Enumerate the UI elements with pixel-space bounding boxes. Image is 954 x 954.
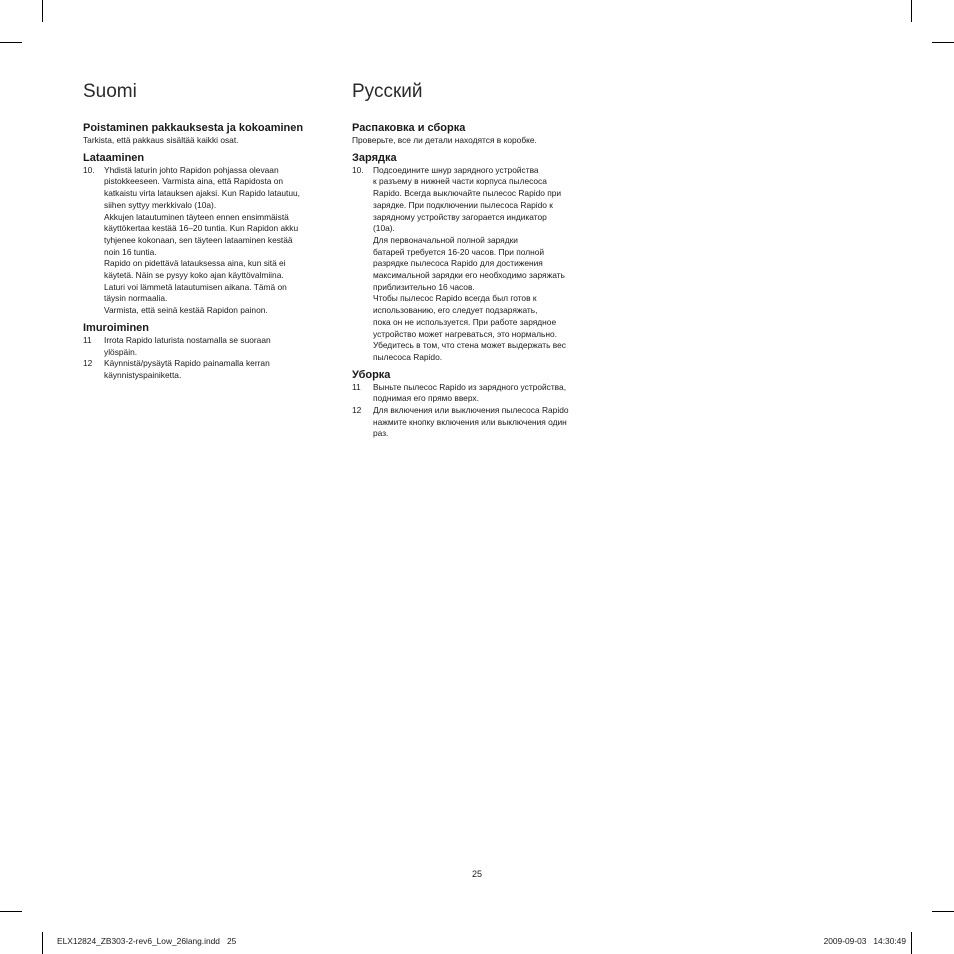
step-text: Выньте пылесос Rapido из зарядного устройства, поднимая его прямо вверх. [373,381,567,404]
finnish-charging-section [83,152,323,317]
russian-charging-section [352,152,604,364]
finnish-vacuuming-steps [83,335,323,382]
footer-timestamp: 2009-09-03 14:30:49 [823,936,906,946]
finnish-vacuuming-heading: Imuroiminen [83,321,150,334]
list-item [83,165,323,317]
finnish-column [83,80,323,382]
step-text: Подсоедините шнур зарядного устройства к разъему в нижней части корпуса пылесоса Rapido. Всегда выключайте пылесос Rapido при зарядке. При подключении пылесоса Rapido к зарядному устройству загорается индикатор (10a). Для первоначальной полной зарядки батарей требуется 16-20 часов. При полной разрядке пылесоса Rapido для достижения максимальной зарядки его необходимо заряжать приблизительно 16 часов. Чтобы пылесос Rapido всегда был готов к использованию, его следует подзаряжать, пока он не используется. При работе зарядное устройство может нагреваться, это нормально. Убедитесь в том, что стена может выдержать вес пылесоса Rapido. [373,164,566,362]
russian-cleaning-steps [352,382,604,441]
russian-title: Русский [352,81,423,102]
step-text: Для включения или выключения пылесоса Rapido нажмите кнопку включения или выключения один раз. [373,405,569,439]
crop-mark-bottom-right [911,932,912,954]
list-item [352,405,604,440]
list-item [352,165,604,364]
step-text: Yhdistä laturin johto Rapidon pohjassa olevaan pistokkeeseen. Varmista aina, että Rapidosta on katkaistu virta latauksen ajaksi. Kun Rapido latautuu, siihen syttyy merkkivalo (10a). Akkujen latautuminen täyteen ennen ensimmäistä käyttökertaa kestää 16–20 tuntia. Kun Rapidon akku tyhjenee kokonaan, sen täyteen lataaminen kestää noin 16 tuntia. Rapido on pidettävä latauksessa aina, kun sitä ei käytetä. Näin se pysyy koko ajan käyttövalmiina. Laturi voi lämmetä latautumisen aikana. Tämä on täysin normaalia. Varmista, että seinä kestää Rapidon painon. [104,164,300,316]
step-number: 12 [83,358,93,369]
step-number: 11 [352,381,361,392]
finnish-title: Suomi [83,81,137,102]
russian-charging-steps [352,165,604,364]
step-number: 10. [352,164,364,175]
russian-unpacking-heading: Распаковка и сборка [352,122,466,134]
finnish-charging-heading: Lataaminen [83,151,145,164]
russian-cleaning-section [352,369,604,441]
crop-mark-left-top [0,42,22,43]
finnish-unpacking-heading: Poistaminen pakkauksesta ja kokoaminen [83,122,304,134]
list-item [83,358,323,381]
russian-unpacking-text: Проверьте, все ли детали находятся в коробке. [352,135,537,145]
crop-mark-top-left [42,0,43,22]
step-number: 10. [83,164,95,175]
footer-file-name: ELX12824_ZB303-2-rev6_Low_26lang.indd 25 [57,936,237,946]
crop-mark-bottom-left [42,932,43,954]
finnish-vacuuming-section [83,322,323,382]
list-item [83,335,323,358]
step-number: 11 [83,334,92,345]
list-item [352,382,604,405]
page-number: 25 [471,869,482,879]
step-text: Käynnistä/pysäytä Rapido painamalla kerran käynnistyspainiketta. [104,358,270,380]
finnish-unpacking-text: Tarkista, että pakkaus sisältää kaikki osat. [83,135,239,145]
russian-charging-heading: Зарядка [352,151,397,164]
crop-mark-top-right [911,0,912,22]
russian-column [352,80,604,440]
finnish-charging-steps [83,165,323,317]
russian-unpacking-section [352,122,604,147]
step-number: 12 [352,405,362,416]
crop-mark-right-top [932,42,954,43]
finnish-unpacking-section [83,122,323,147]
russian-cleaning-heading: Уборка [352,368,391,381]
step-text: Irrota Rapido laturista nostamalla se suoraan ylöspäin. [104,334,271,357]
crop-mark-right-bottom [932,911,954,912]
crop-mark-left-bottom [0,911,22,912]
